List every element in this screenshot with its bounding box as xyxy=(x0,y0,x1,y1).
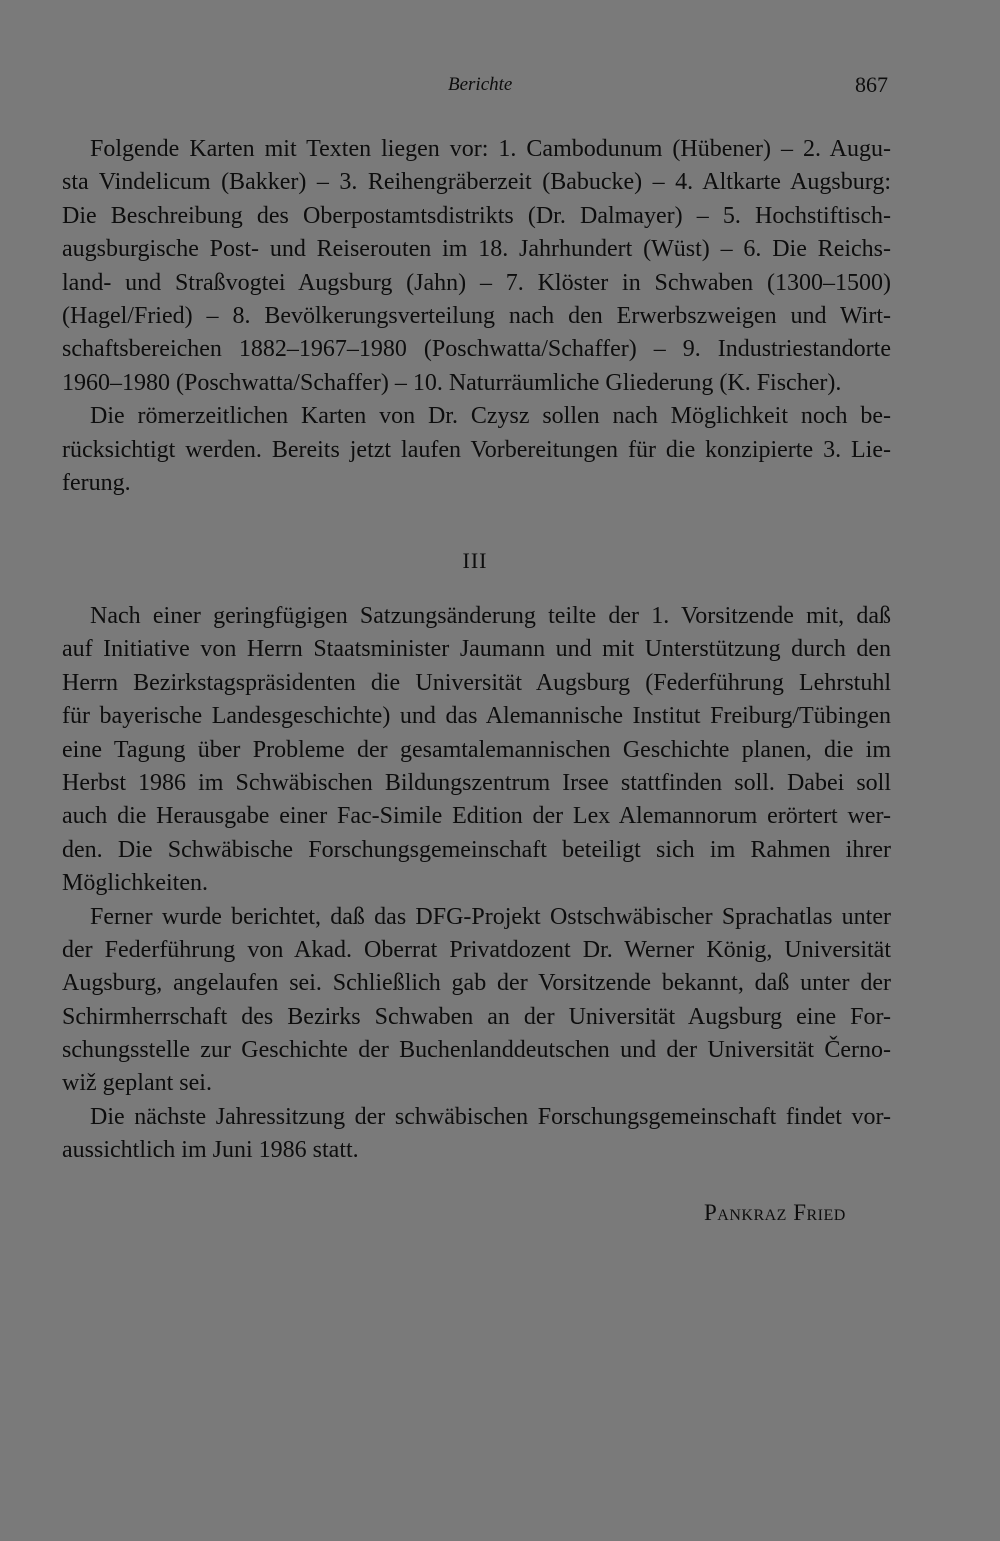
text-block-1 xyxy=(62,133,891,500)
text-line: der Federführung von Akad. Oberrat Privatdozent Dr. Werner König, Universität xyxy=(62,936,891,963)
text-line: Nach einer geringfügigen Satzungsänderung teilte der 1. Vorsitzende mit, daß xyxy=(90,603,891,629)
text-line: schungsstelle zur Geschichte der Buchenlanddeutschen und der Universität Černo- xyxy=(62,1037,891,1064)
page-number: 867 xyxy=(855,72,888,97)
text-line: auf Initiative von Herrn Staatsminister Jaumann und mit Unterstützung durch den xyxy=(62,636,891,663)
text-line: ferung. xyxy=(62,469,131,496)
text-line: Herrn Bezirkstagspräsidenten die Universität Augsburg (Federführung Lehrstuhl xyxy=(62,669,891,696)
text-block-2 xyxy=(62,600,891,1168)
text-line: augsburgische Post- und Reiserouten im 18. Jahrhundert (Wüst) – 6. Die Reichs- xyxy=(62,236,891,263)
text-line: Schirmherrschaft des Bezirks Schwaben an der Universität Augsburg eine For- xyxy=(62,1003,891,1030)
text-line: (Hagel/Fried) – 8. Bevölkerungsverteilung nach den Erwerbszweigen und Wirt- xyxy=(62,302,891,329)
paragraph-projects xyxy=(62,901,891,1101)
text-line: aussichtlich im Juni 1986 statt. xyxy=(62,1137,359,1164)
paragraph-next-meeting xyxy=(62,1101,891,1168)
text-line: schaftsbereichen 1882–1967–1980 (Poschwatta/Schaffer) – 9. Industriestandorte xyxy=(62,336,891,363)
running-head-title: Berichte xyxy=(448,74,513,95)
text-line: eine Tagung über Probleme der gesamtalemannischen Geschichte planen, die im xyxy=(62,736,891,763)
text-line: Folgende Karten mit Texten liegen vor: 1. Cambodunum (Hübener) – 2. Augu- xyxy=(90,136,891,162)
text-line: sta Vindelicum (Bakker) – 3. Reihengräberzeit (Babucke) – 4. Altkarte Augsburg: xyxy=(62,169,891,196)
text-line: wiž geplant sei. xyxy=(62,1070,212,1097)
text-line: Die Beschreibung des Oberpostamtsdistrikts (Dr. Dalmayer) – 5. Hochstiftisch- xyxy=(62,202,891,229)
text-line: land- und Straßvogtei Augsburg (Jahn) – 7. Klöster in Schwaben (1300–1500) xyxy=(62,269,891,296)
section-heading: III xyxy=(462,548,488,573)
text-line: Ferner wurde berichtet, daß das DFG-Projekt Ostschwäbischer Sprachatlas unter xyxy=(90,903,891,930)
paragraph-conference xyxy=(62,600,891,901)
text-line: den. Die Schwäbische Forschungsgemeinschaft beteiligt sich im Rahmen ihrer xyxy=(62,836,891,863)
text-line: 1960–1980 (Poschwatta/Schaffer) – 10. Naturräumliche Gliederung (K. Fischer). xyxy=(62,369,842,396)
text-line: Augsburg, angelaufen sei. Schließlich gab der Vorsitzende bekannt, daß unter der xyxy=(62,970,891,997)
text-line: auch die Herausgabe einer Fac-Simile Edition der Lex Alemannorum erörtert wer- xyxy=(62,803,891,830)
text-line: Die römerzeitlichen Karten von Dr. Czysz sollen nach Möglichkeit noch be- xyxy=(90,403,891,430)
text-line: rücksichtigt werden. Bereits jetzt laufen Vorbereitungen für die konzipierte 3. Lie- xyxy=(62,436,891,463)
text-line: Herbst 1986 im Schwäbischen Bildungszentrum Irsee stattfinden soll. Dabei soll xyxy=(62,769,891,796)
paragraph-map-list xyxy=(62,133,891,400)
text-line: Die nächste Jahressitzung der schwäbischen Forschungsgemeinschaft findet vor- xyxy=(90,1103,891,1130)
text-line: Möglichkeiten. xyxy=(62,870,208,897)
paragraph-roman-maps xyxy=(62,400,891,500)
running-head xyxy=(0,70,1000,104)
author-signature: Pankraz Fried xyxy=(704,1200,846,1225)
text-line: für bayerische Landesgeschichte) und das Alemannische Institut Freiburg/Tübingen xyxy=(62,703,891,730)
